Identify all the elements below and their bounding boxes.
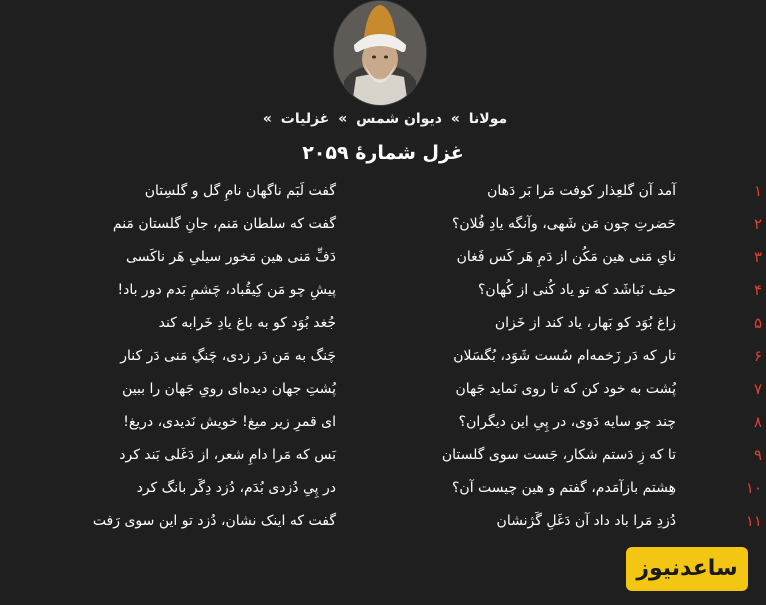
verse-row bbox=[0, 242, 766, 272]
verse-row bbox=[0, 341, 766, 371]
breadcrumb-link-poet[interactable]: مولانا bbox=[468, 111, 508, 127]
verse-row bbox=[0, 308, 766, 338]
verse-number[interactable]: ۵ bbox=[753, 314, 762, 332]
verse-first-hemistich: دَفِّ مَنی هین مَخور سیلیِ هَر ناکَسی bbox=[126, 249, 336, 265]
verse-first-hemistich: پیشِ چو مَن کِیقُباد، چَشمِ بَدم دور باد! bbox=[117, 282, 336, 298]
verse-second-hemistich: آمد آن گلعِذار کوفت مَرا بَر دَهان bbox=[487, 183, 676, 199]
verse-row bbox=[0, 407, 766, 437]
verse-row bbox=[0, 374, 766, 404]
verse-second-hemistich: زاغ بُوَد کو بَهار، یاد کند از خَزان bbox=[494, 315, 676, 331]
verse-second-hemistich: تا که زِ دَستم شکار، جَست سوی گلستان bbox=[441, 447, 676, 463]
verse-second-hemistich: حیف نَباشَد که تو یاد کُنی از کُهان؟ bbox=[478, 282, 676, 298]
poem-title: غزل شمارهٔ ۲۰۵۹ bbox=[302, 142, 464, 164]
poet-portrait-illustration bbox=[334, 1, 426, 105]
verse-second-hemistich: پُشت به خود کن که تا روی نَماید جَهان bbox=[455, 381, 676, 397]
verse-number[interactable]: ۹ bbox=[753, 446, 762, 464]
verse-second-hemistich: دُزدِ مَرا باد داد آن دَغَلِ گَژنشان bbox=[496, 513, 676, 529]
verse-number[interactable]: ۳ bbox=[753, 248, 762, 266]
verse-first-hemistich: جُغد بُوَد کو به باغ یادِ خَرابه کند bbox=[158, 315, 336, 331]
verse-number[interactable]: ۶ bbox=[753, 347, 762, 365]
site-logo[interactable]: ساعدنیوز bbox=[626, 547, 748, 591]
breadcrumb-link-ghazaliat[interactable]: غزلیات bbox=[280, 111, 330, 127]
verse-row bbox=[0, 473, 766, 503]
verse-number[interactable]: ۷ bbox=[753, 380, 762, 398]
verse-second-hemistich: تار که دَر زَخمه‌ام سُست شَوَد، بُگسَلان bbox=[453, 348, 676, 364]
verse-row bbox=[0, 440, 766, 470]
breadcrumb-link-divan[interactable]: دیوان شمس bbox=[356, 111, 442, 127]
verse-row bbox=[0, 209, 766, 239]
verse-first-hemistich: گفت که سلطان مَنم، جانِ گلستان مَنم bbox=[112, 216, 336, 232]
verse-first-hemistich: گفت لَبَم ناگهان نامِ گل و گلسِتان bbox=[144, 183, 336, 199]
poet-portrait-image bbox=[333, 0, 427, 106]
verse-first-hemistich: گفت که اینک نشان، دُزد تو این سوی رَفت bbox=[92, 513, 336, 529]
verse-number[interactable]: ۱۱ bbox=[745, 512, 762, 530]
verse-number[interactable]: ۱۰ bbox=[745, 479, 762, 497]
verse-second-hemistich: نایِ مَنی هین مَکُن از دَمِ هَر کَس فَغان bbox=[456, 249, 676, 265]
verse-first-hemistich: پُشتِ جهان دیده‌ای رویِ جَهان را ببین bbox=[122, 381, 336, 397]
verse-first-hemistich: ای قمرِ زیر میغ! خویش نَدیدی، دریغ! bbox=[123, 414, 336, 430]
verse-row bbox=[0, 176, 766, 206]
breadcrumb bbox=[0, 108, 766, 130]
breadcrumb-separator: » bbox=[338, 111, 348, 127]
verse-first-hemistich: چَنگ به مَن دَر زدی، چَنگِ مَنی دَر کنار bbox=[120, 348, 336, 364]
verse-second-hemistich: چند چو سایه دَوی، در پِیِ این دیگران؟ bbox=[458, 414, 676, 430]
verse-number[interactable]: ۲ bbox=[753, 215, 762, 233]
breadcrumb-separator: » bbox=[450, 111, 460, 127]
verse-row bbox=[0, 275, 766, 305]
verse-second-hemistich: هِشتم بازآمَدم، گفتم و هین چیست آن؟ bbox=[452, 480, 676, 496]
verse-number[interactable]: ۸ bbox=[753, 413, 762, 431]
verse-row bbox=[0, 506, 766, 536]
verse-second-hemistich: حَضرتِ چون مَن شَهی، وآنگه یادِ فُلان؟ bbox=[451, 216, 676, 232]
verse-first-hemistich: بَس که مَرا دامِ شعر، از دَغَلی بَند کرد bbox=[119, 447, 336, 463]
verse-number[interactable]: ۱ bbox=[753, 182, 762, 200]
verse-number[interactable]: ۴ bbox=[753, 281, 762, 299]
breadcrumb-separator: » bbox=[262, 111, 272, 127]
verse-first-hemistich: در پِیِ دُزدی بُدَم، دُزد دِگَر بانگ کرد bbox=[136, 480, 336, 496]
